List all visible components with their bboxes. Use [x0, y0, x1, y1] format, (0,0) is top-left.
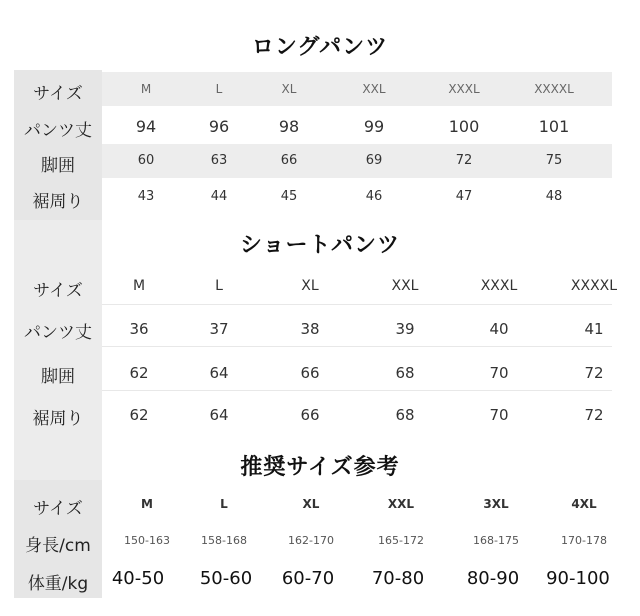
- row-label: 身長/cm: [25, 536, 91, 556]
- long-pants-title: ロングパンツ: [251, 35, 389, 60]
- value-cell: 41: [584, 320, 604, 338]
- value-cell: 64: [209, 406, 229, 424]
- size-cell: XL: [281, 82, 297, 96]
- size-cell: XXXXL: [534, 82, 574, 96]
- value-cell: 90-100: [546, 568, 610, 589]
- value-cell: 60-70: [281, 568, 335, 589]
- row-divider: [102, 346, 612, 347]
- size-cell: 4XL: [571, 497, 597, 511]
- row-label: サイズ: [33, 499, 83, 519]
- size-cell: XL: [301, 278, 319, 294]
- value-cell: 69: [365, 153, 383, 168]
- value-cell: 63: [210, 153, 228, 168]
- value-cell: 150-163: [124, 534, 170, 547]
- value-cell: 68: [395, 406, 415, 424]
- value-cell: 72: [455, 153, 473, 168]
- long-size-row: [14, 72, 626, 106]
- value-cell: 62: [129, 406, 149, 424]
- value-cell: 60: [137, 153, 155, 168]
- value-cell: 72: [584, 364, 604, 382]
- size-cell: L: [215, 82, 223, 96]
- size-cell: L: [215, 278, 223, 294]
- value-cell: 48: [545, 189, 563, 204]
- value-cell: 170-178: [561, 534, 607, 547]
- size-cell: XXXXL: [570, 278, 618, 294]
- value-cell: 168-175: [473, 534, 519, 547]
- row-label: 裾周り: [32, 409, 84, 429]
- value-cell: 94: [135, 117, 157, 136]
- size-cell: XXL: [391, 278, 419, 294]
- value-cell: 47: [455, 189, 473, 204]
- size-cell: XXXL: [480, 278, 518, 294]
- size-cell: M: [141, 497, 153, 511]
- size-cell: M: [132, 278, 146, 294]
- value-cell: 80-90: [466, 568, 520, 589]
- size-cell: XL: [302, 497, 320, 511]
- long-thigh-row: [14, 144, 626, 178]
- size-cell: XXL: [387, 497, 415, 511]
- size-cell: 3XL: [483, 497, 509, 511]
- value-cell: 70: [489, 364, 509, 382]
- size-cell: M: [140, 82, 152, 96]
- value-cell: 66: [300, 364, 320, 382]
- value-cell: 37: [209, 320, 229, 338]
- value-cell: 72: [584, 406, 604, 424]
- size-cell: L: [220, 497, 228, 511]
- row-label: 脚囲: [41, 367, 75, 387]
- row-label: サイズ: [33, 281, 83, 301]
- value-cell: 99: [363, 117, 385, 136]
- value-cell: 162-170: [288, 534, 334, 547]
- row-divider: [102, 304, 612, 305]
- long-length-row: [14, 108, 626, 144]
- value-cell: 43: [137, 189, 155, 204]
- recommend-weight-row: [14, 562, 626, 598]
- value-cell: 40: [489, 320, 509, 338]
- value-cell: 75: [545, 153, 563, 168]
- row-label: 裾周り: [32, 192, 84, 212]
- short-pants-title: ショートパンツ: [239, 233, 401, 258]
- value-cell: 66: [280, 153, 298, 168]
- short-size-row: [14, 268, 626, 304]
- short-thigh-row: [14, 354, 626, 390]
- value-cell: 96: [208, 117, 230, 136]
- size-cell: XXL: [362, 82, 386, 96]
- value-cell: 50-60: [199, 568, 253, 589]
- value-cell: 64: [209, 364, 229, 382]
- value-cell: 38: [300, 320, 320, 338]
- value-cell: 62: [129, 364, 149, 382]
- value-cell: 66: [300, 406, 320, 424]
- row-label: サイズ: [33, 84, 83, 104]
- value-cell: 158-168: [201, 534, 247, 547]
- recommend-size-row: [14, 487, 626, 521]
- size-cell: XXXL: [448, 82, 480, 96]
- row-divider: [102, 390, 612, 391]
- row-label: パンツ丈: [24, 323, 92, 343]
- long-hem-row: [14, 180, 626, 214]
- value-cell: 101: [538, 117, 570, 136]
- value-cell: 100: [448, 117, 480, 136]
- recommend-height-row: [14, 524, 626, 558]
- value-cell: 98: [278, 117, 300, 136]
- value-cell: 70-80: [371, 568, 425, 589]
- value-cell: 68: [395, 364, 415, 382]
- value-cell: 44: [210, 189, 228, 204]
- short-hem-row: [14, 396, 626, 432]
- row-label: 体重/kg: [27, 574, 89, 594]
- row-label: パンツ丈: [24, 121, 92, 141]
- value-cell: 70: [489, 406, 509, 424]
- value-cell: 40-50: [111, 568, 165, 589]
- recommend-title: 推奨サイズ参考: [240, 455, 400, 480]
- value-cell: 45: [280, 189, 298, 204]
- short-length-row: [14, 310, 626, 346]
- row-label: 脚囲: [41, 156, 75, 176]
- value-cell: 39: [395, 320, 415, 338]
- value-cell: 46: [365, 189, 383, 204]
- value-cell: 165-172: [378, 534, 424, 547]
- value-cell: 36: [129, 320, 149, 338]
